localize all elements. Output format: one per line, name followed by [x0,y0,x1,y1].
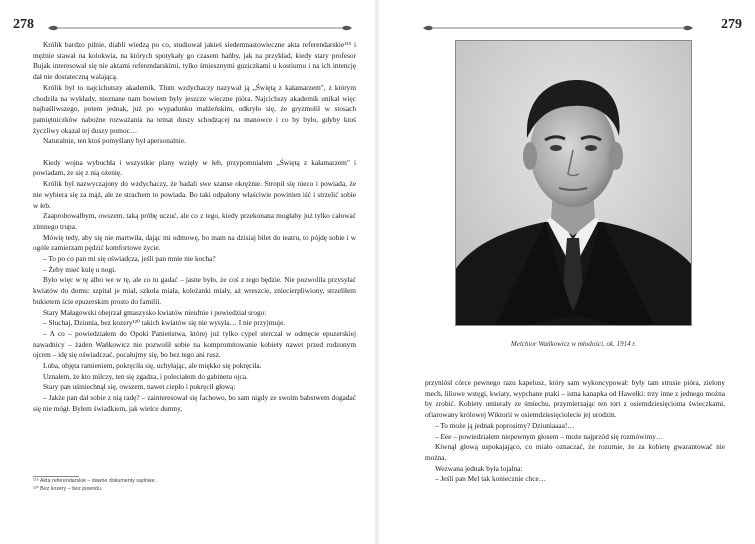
paragraph: Królik był nazwyczajony do wzdychaczy, że badali swe szanse okrężnie. Stropił się nieco i powiada, że nie wybiera się za mąż, ale ze strachem to powiada. Bo taki odpalony właściwie powinien iść i strzelić sobie w łeb. [33,179,356,210]
paragraph: Było więc w tę albo we w tę, ale co tu gadać – jasne było, że coś z tego będzie. Nie pozwoliła przysyłać kwiatów do domu: szpital je miał, szkoła miała, koleżanki miały, aż wreszcie, zniecierpliwiony, strzeliłem bukietem ście epuzerskim prosto do familii. [33,275,356,306]
left-page [0,0,377,544]
paragraph: Stary pan uśmiechnął się, owszem, nawet ciepło i pokręcił głową: [43,382,236,392]
dialogue-line: – Jeśli pan Mel tak koniecznie chce… [435,474,547,484]
dialogue-line: – Jakże pan dał sobie z nią radę? – zainteresował się fachowo, bo sam nigdy ze swoim babstwem dogadać się nie mógł. Byłem świadkiem, jak wielce dumny, [33,393,356,413]
portrait-photo [455,40,692,326]
paragraph: Wezwana jednak była lojalna: [435,463,523,473]
paragraph: Stary Małagowski obejrzał gmaszysko kwiatów nieufnie i powiedział srogo: [43,307,267,317]
header-ornament-right [423,25,693,31]
section-break [33,147,356,158]
footnotes [33,478,283,493]
paragraph: Zaaprobowałbym, owszem, taką próbę uczuć, ale co z tego, kiedy przekonana mogłaby już tylko całować zimnego trupa. [33,211,356,231]
dialogue-line: – Słuchaj, Dziunia, bez kozery¹²⁰ takich kwiatów się nie wysyła… I nie przyjmuje. [43,318,286,328]
dialogue-line: – To po co pan mi się oświadcza, jeśli pan mnie nie kocha? [43,254,216,264]
page-number-right: 279 [721,17,742,32]
dialogue-line: – Żeby mieć kulę u nogi. [43,264,116,274]
paragraph: Królik bardzo pilnie, diabli wiedzą po co, studiował jakieś siedemnastowieczne akta referendarskie¹¹⁹ i mężnie stawał na kolokwia, na których spotykały go czasem hańby, jak na przykład, kiedy stary profesor Bujak interesował się nie aktami referendarskimi, tylko śmiesznymi guziczkami u kostiumu i na ich intencję dał nie dostateczną walającą. [33,40,356,82]
footnote-divider [33,476,79,477]
paragraph: Naturalnie, ten ktoś pomyślany był apersonalnie. [43,136,186,146]
dialogue-line: – A co – powiedziałem do Opoki Panieństwa, której już tylko cypel sterczał w odmęcie epuzerskiej nawadnicy – żaden Wańkowicz nie pozwolił sobie na kompromitowanie kobiety nawet przed rodzonym ojcem – idę się oświadczać, pocałujmy się, bo bez tego ani rusz. [33,328,356,360]
paragraph: Luba, objęta ramieniem, pokręciła się, uchyłając, ale miękko się pokręciła. [43,361,262,371]
header-ornament-left [48,25,352,31]
paragraph: Kiedy wojna wybuchła i wszystkie plany wzięły w łeb, przypomniałem „Świętą z kałamarzem" i powiadam, że się z nią ożenię. [33,157,356,178]
right-page [378,0,755,544]
footnote: ¹²⁰ Bez kozery – bez powodu. [33,485,103,492]
paragraph: Mówię tedy, aby się nie martwiła, dając mi odmowę, bo mam na dzisiaj bilet do teatru, to pójdę sobie i w ogóle zamierzam pędzić komfortowe życie. [33,232,356,253]
body-text-right [425,378,725,485]
paragraph: przyniósł córce pewnego razu kapelusz, który sam wykoncypował: były tam strusie pióra, zielony mech, liliowe wstęgi, kwiaty, wypchane ptaki – istna kanapka od Hawełki: trzy inne z jednego można by zrobić. Kobiety umierały ze śmiechu, przymierzając ten tort z osiemdziesięcioma świeczkami, ofiarowany królowej Wiktorii w osiemdziesięciolecie jej urodzin. [425,378,725,420]
photo-caption: Melchior Wańkowicz w młodości, ok. 1914 r. [510,340,637,348]
page-number-left: 278 [13,17,34,32]
paragraph: Królik był to najcichutszy akademik. Tłum wzdychaczy nazywał ją „Świętą z kałamarzem", z którym chodziła na wykłady, nieznane nam bowiem były jeszcze wieczne pióra. Najcichszy akademik unikał więc najbaśliwszego, potem jednak, już po wypadunku małżeńskim, odkryło się, że gryzmolił w stosach pamiętniczków nabożne rozważania na temat duszy schodzącej na manowce i co by było, gdyby ktoś życzliwy okazał tej duszy pomoc… [33,82,356,135]
dialogue-line: – Eee – powiedziałem niepewnym głosem – może najprzód się rozmówimy… [435,431,664,441]
paragraph: Kiwnął głową uspokajająco, co miało oznaczać, że rozumie, że za kobietę gwarantować nie można. [425,442,725,462]
footnote: ¹¹⁹ Akta referendarskie – dawne dokumenty sądowe. [33,478,156,484]
dialogue-line: – To może ją jednak poprosimy? Dziuniaaaa!… [435,420,575,430]
body-text-left [33,40,356,415]
paragraph: Uznałem, że kto milczy, ten się zgadza, i poleciałem do gabinetu ojca. [43,371,248,381]
